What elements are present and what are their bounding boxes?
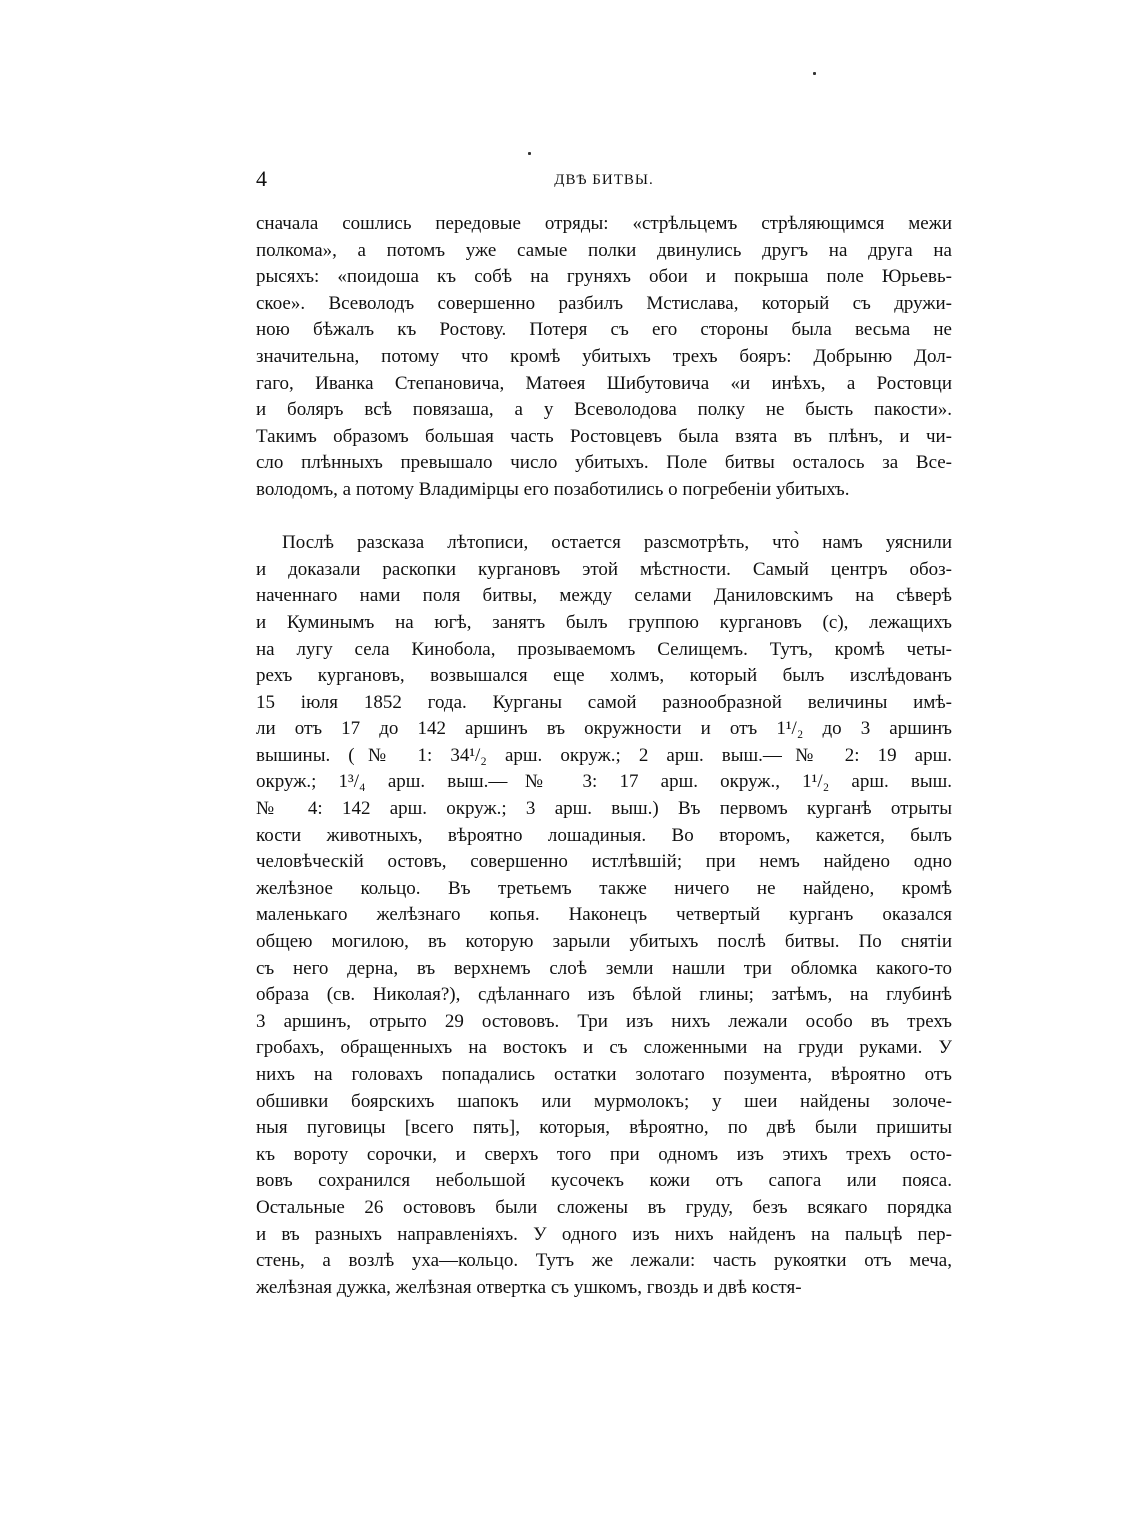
text-line: и боляръ всѣ повязаша, а у Всеволодова полку не бысть пакости». <box>256 399 952 421</box>
text-line: образа (св. Николая?), сдѣланнаго изъ бѣлой глины; затѣмъ, на глубинѣ <box>256 984 952 1006</box>
text-line: рысяхъ: «поидоша къ собѣ на груняхъ обои и покрыша поле Юрьевь- <box>256 266 952 288</box>
text-line: желѣзное кольцо. Въ третьемъ также ничего не найдено, кромѣ <box>256 877 952 899</box>
text-line: и въ разныхъ направленіяхъ. У одного изъ нихъ найденъ на пальцѣ пер- <box>256 1223 952 1245</box>
body-text <box>256 211 952 1301</box>
text-line: окруж.; 1³/₄ арш. выш.—№ 3: 17 арш. окруж., 1¹/₂ арш. выш. <box>256 771 952 793</box>
text-line: и доказали раскопки кургановъ этой мѣстности. Самый центръ обоз- <box>256 558 952 580</box>
text-line: № 4: 142 арш. окруж.; 3 арш. выш.) Въ первомъ курганѣ отрыты <box>256 798 952 820</box>
text-line: 3 аршинъ, отрыто 29 остововъ. Три изъ нихъ лежали особо въ трехъ <box>256 1010 952 1032</box>
text-line: значительна, потому что кромѣ убитыхъ трехъ бояръ: Добрыню Дол- <box>256 345 952 367</box>
scan-speck <box>528 152 531 155</box>
text-line: общею могилою, въ которую зарыли убитыхъ послѣ битвы. По снятіи <box>256 931 952 953</box>
text-line: ли отъ 17 до 142 аршинъ въ окружности и отъ 1¹/₂ до 3 аршинъ <box>256 718 952 740</box>
text-line: володомъ, а потому Владимірцы его позаботились о погребеніи убитыхъ. <box>256 478 850 500</box>
text-line: съ него дерна, въ верхнемъ слоѣ земли нашли три обломка какого-то <box>256 957 952 979</box>
text-line: нихъ на головахъ попадались остатки золотаго позумента, вѣроятно отъ <box>256 1064 952 1085</box>
paragraph <box>256 530 952 1301</box>
text-line: Остальные 26 остововъ были сложены въ груду, безъ всякаго порядка <box>256 1196 952 1218</box>
text-line: и Куминымъ на югѣ, занятъ былъ группою кургановъ (с), лежащихъ <box>256 611 952 633</box>
text-line: ское». Всеволодъ совершенно разбилъ Мстислава, который съ дружи- <box>256 292 952 314</box>
text-line: наченнаго нами поля битвы, между селами Даниловскимъ на сѣверѣ <box>256 585 952 607</box>
text-line: вовъ сохранился небольшой кусочекъ кожи отъ сапога или пояса. <box>256 1170 952 1192</box>
text-line: обшивки боярскихъ шапокъ или мурмолокъ; у шеи найдены золоче- <box>256 1090 952 1112</box>
text-line: гробахъ, обращенныхъ на востокъ и съ сложенными на груди руками. У <box>256 1037 952 1059</box>
text-line: Послѣ разсказа лѣтописи, остается разсмотрѣть, что̀ намъ уяснили <box>282 532 952 554</box>
page-header <box>256 166 952 196</box>
text-line: рехъ кургановъ, возвышался еще холмъ, который былъ изслѣдованъ <box>256 665 952 687</box>
text-line: вышины. (№ 1: 34¹/₂ арш. окруж.; 2 арш. выш.—№ 2: 19 арш. <box>256 744 952 766</box>
scan-speck <box>813 72 816 75</box>
text-line: 15 іюля 1852 года. Курганы самой разнообразной величины имѣ- <box>256 691 952 713</box>
text-line: кости животныхъ, вѣроятно лошадиныя. Во второмъ, кажется, былъ <box>256 824 952 846</box>
text-line: къ вороту сорочки, и сверхъ того при одномъ изъ этихъ трехъ осто- <box>256 1143 952 1165</box>
text-line: ною бѣжалъ къ Ростову. Потеря съ его стороны была весьма не <box>256 319 952 341</box>
text-line: Такимъ образомъ большая часть Ростовцевъ была взята въ плѣнъ, и чи- <box>256 425 952 447</box>
page-number: 4 <box>256 166 267 191</box>
text-line: человѣческій остовъ, совершенно истлѣвшій; при немъ найдено одно <box>256 851 952 873</box>
text-line: сначала сошлись передовые отряды: «стрѣльцемъ стрѣляющимся межи <box>256 213 952 234</box>
text-line: сло плѣнныхъ превышало число убитыхъ. Поле битвы осталось за Все- <box>256 452 952 474</box>
paragraph <box>256 211 952 504</box>
running-title: ДВѢ БИТВЫ. <box>554 172 654 188</box>
text-line: полкома», а потомъ уже самые полки двинулись другъ на друга на <box>256 239 952 261</box>
text-line: гаго, Иванка Степановича, Матѳея Шибутовича «и инѣхъ, а Ростовци <box>256 372 952 394</box>
text-line: желѣзная дужка, желѣзная отвертка съ ушкомъ, гвоздь и двѣ костя- <box>256 1276 802 1298</box>
text-line: на лугу села Кинобола, прозываемомъ Селищемъ. Тутъ, кромѣ четы- <box>256 638 952 660</box>
text-line: маленькаго желѣзнаго копья. Наконецъ четвертый курганъ оказался <box>256 904 952 926</box>
text-line: стень, а возлѣ уха—кольцо. Тутъ же лежали: часть рукоятки отъ меча, <box>256 1250 952 1272</box>
text-line: ныя пуговицы [всего пять], которыя, вѣроятно, по двѣ были пришиты <box>256 1117 952 1139</box>
